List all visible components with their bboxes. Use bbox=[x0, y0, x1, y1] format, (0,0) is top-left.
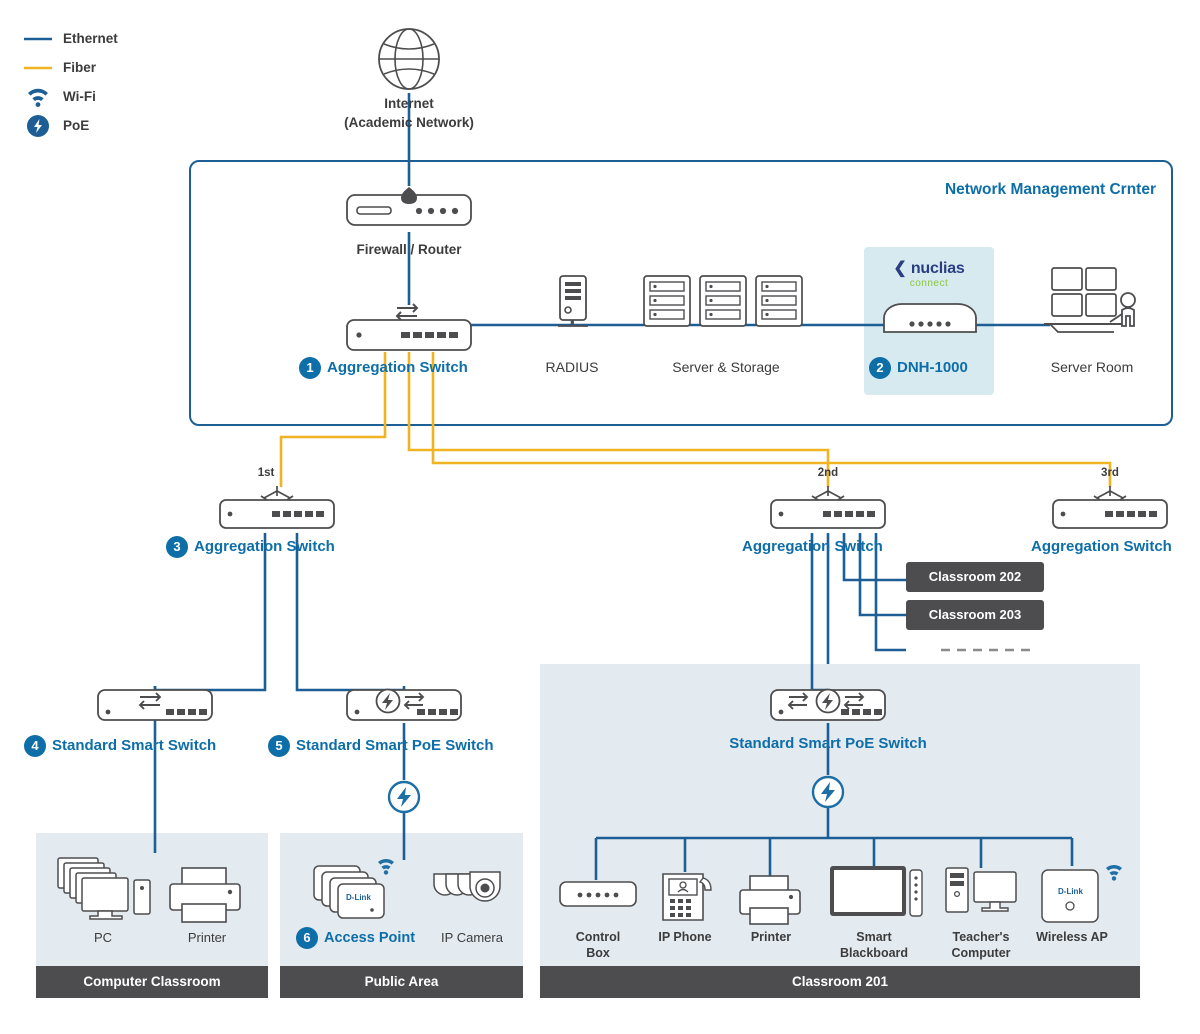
teacher-computer-label-line1: Teacher's bbox=[952, 930, 1010, 944]
radius-icon bbox=[552, 274, 594, 336]
badge-5: 5 bbox=[268, 735, 290, 757]
wireless-ap-icon bbox=[1036, 862, 1132, 928]
legend-label-ethernet: Ethernet bbox=[63, 31, 118, 46]
badge-3: 3 bbox=[166, 536, 188, 558]
nuclias-brand-text: nuclias bbox=[910, 260, 965, 277]
ip-phone-icon bbox=[657, 868, 715, 926]
floor-label-2nd: 2nd bbox=[817, 467, 839, 479]
floor-switch-2nd-icon bbox=[767, 482, 889, 532]
radius-label: RADIUS bbox=[545, 359, 599, 375]
standard-smart-switch-icon bbox=[94, 682, 216, 726]
floor-switch-2nd-label: Aggregation Switch bbox=[742, 538, 883, 555]
ip-camera-icon bbox=[428, 864, 520, 928]
floor-switch-1st-label: Aggregation Switch bbox=[194, 538, 335, 555]
legend-label-fiber: Fiber bbox=[63, 60, 97, 75]
floor-label-3rd: 3rd bbox=[1101, 467, 1119, 479]
floor-label-1st: 1st bbox=[257, 467, 275, 479]
nmc-title: Network Management Crnter bbox=[944, 181, 1156, 198]
wireless-ap-label: Wireless AP bbox=[1036, 930, 1108, 944]
nuclias-sub-text: connect bbox=[909, 278, 949, 289]
server-room-label: Server Room bbox=[1050, 359, 1134, 375]
classroom-poe-switch-icon bbox=[767, 682, 889, 726]
access-point-label: Access Point bbox=[324, 930, 416, 946]
svg-text:D-Link: D-Link bbox=[1058, 887, 1083, 896]
legend-label-poe: PoE bbox=[63, 118, 90, 133]
internet-label-line1: Internet bbox=[384, 96, 434, 111]
firewall-router-icon bbox=[341, 183, 477, 235]
standard-smart-poe-switch-icon bbox=[343, 682, 465, 726]
printer-label-computer-classroom: Printer bbox=[187, 930, 227, 945]
badge-6: 6 bbox=[296, 927, 318, 949]
server-storage-label: Server & Storage bbox=[672, 359, 780, 375]
poe-icon-classroom-201 bbox=[810, 774, 846, 810]
poe-icon-public-area bbox=[386, 779, 422, 815]
firewall-router-label: Firewall / Router bbox=[356, 242, 462, 257]
legend-label-wifi: Wi-Fi bbox=[63, 89, 96, 104]
classroom-202-tag[interactable]: Classroom 202 bbox=[906, 562, 1044, 592]
access-point-icon bbox=[310, 850, 410, 928]
server-storage-icon bbox=[640, 272, 812, 330]
computer-classroom-bar: Computer Classroom bbox=[36, 966, 268, 998]
badge-1: 1 bbox=[299, 357, 321, 379]
server-room-icon bbox=[1040, 266, 1144, 338]
control-box-icon bbox=[556, 876, 640, 914]
ip-phone-label: IP Phone bbox=[658, 930, 712, 944]
floor-switch-1st-icon bbox=[216, 482, 338, 532]
core-aggregation-switch-label: Aggregation Switch bbox=[327, 359, 468, 376]
pc-label: PC bbox=[93, 930, 113, 945]
floor-switch-3rd-label: Aggregation Switch bbox=[1031, 538, 1172, 555]
pc-stack-icon bbox=[56, 852, 154, 926]
control-box-label-line2: Box bbox=[586, 946, 610, 960]
control-box-label-line1: Control bbox=[575, 930, 621, 944]
core-aggregation-switch-icon bbox=[341, 300, 477, 356]
smart-blackboard-label-line1: Smart bbox=[856, 930, 892, 944]
badge-2: 2 bbox=[869, 357, 891, 379]
floor-switch-3rd-icon bbox=[1049, 482, 1171, 532]
printer-icon-classroom bbox=[736, 874, 806, 930]
classroom-poe-switch-label: Standard Smart PoE Switch bbox=[729, 735, 927, 752]
internet-label-line2: (Academic Network) bbox=[344, 115, 474, 130]
printer-icon-computer-classroom bbox=[166, 866, 246, 928]
ip-camera-label: IP Camera bbox=[441, 930, 503, 945]
printer-label-classroom: Printer bbox=[750, 930, 792, 944]
dnh-1000-icon bbox=[880, 300, 980, 336]
classroom-201-bar: Classroom 201 bbox=[540, 966, 1140, 998]
teacher-computer-label-line2: Computer bbox=[951, 946, 1011, 960]
nuclias-logo: ❮ nuclias connect bbox=[864, 258, 994, 289]
badge-4: 4 bbox=[24, 735, 46, 757]
smart-blackboard-icon bbox=[828, 862, 926, 926]
dnh-1000-label: DNH-1000 bbox=[897, 359, 968, 376]
public-area-bar: Public Area bbox=[280, 966, 523, 998]
svg-text:D-Link: D-Link bbox=[346, 893, 371, 902]
standard-smart-poe-switch-label: Standard Smart PoE Switch bbox=[296, 737, 494, 754]
desktop-computer-icon bbox=[944, 864, 1020, 926]
globe-icon bbox=[374, 26, 444, 96]
classroom-203-tag[interactable]: Classroom 203 bbox=[906, 600, 1044, 630]
smart-blackboard-label-line2: Blackboard bbox=[839, 946, 909, 960]
standard-smart-switch-label: Standard Smart Switch bbox=[52, 737, 217, 754]
